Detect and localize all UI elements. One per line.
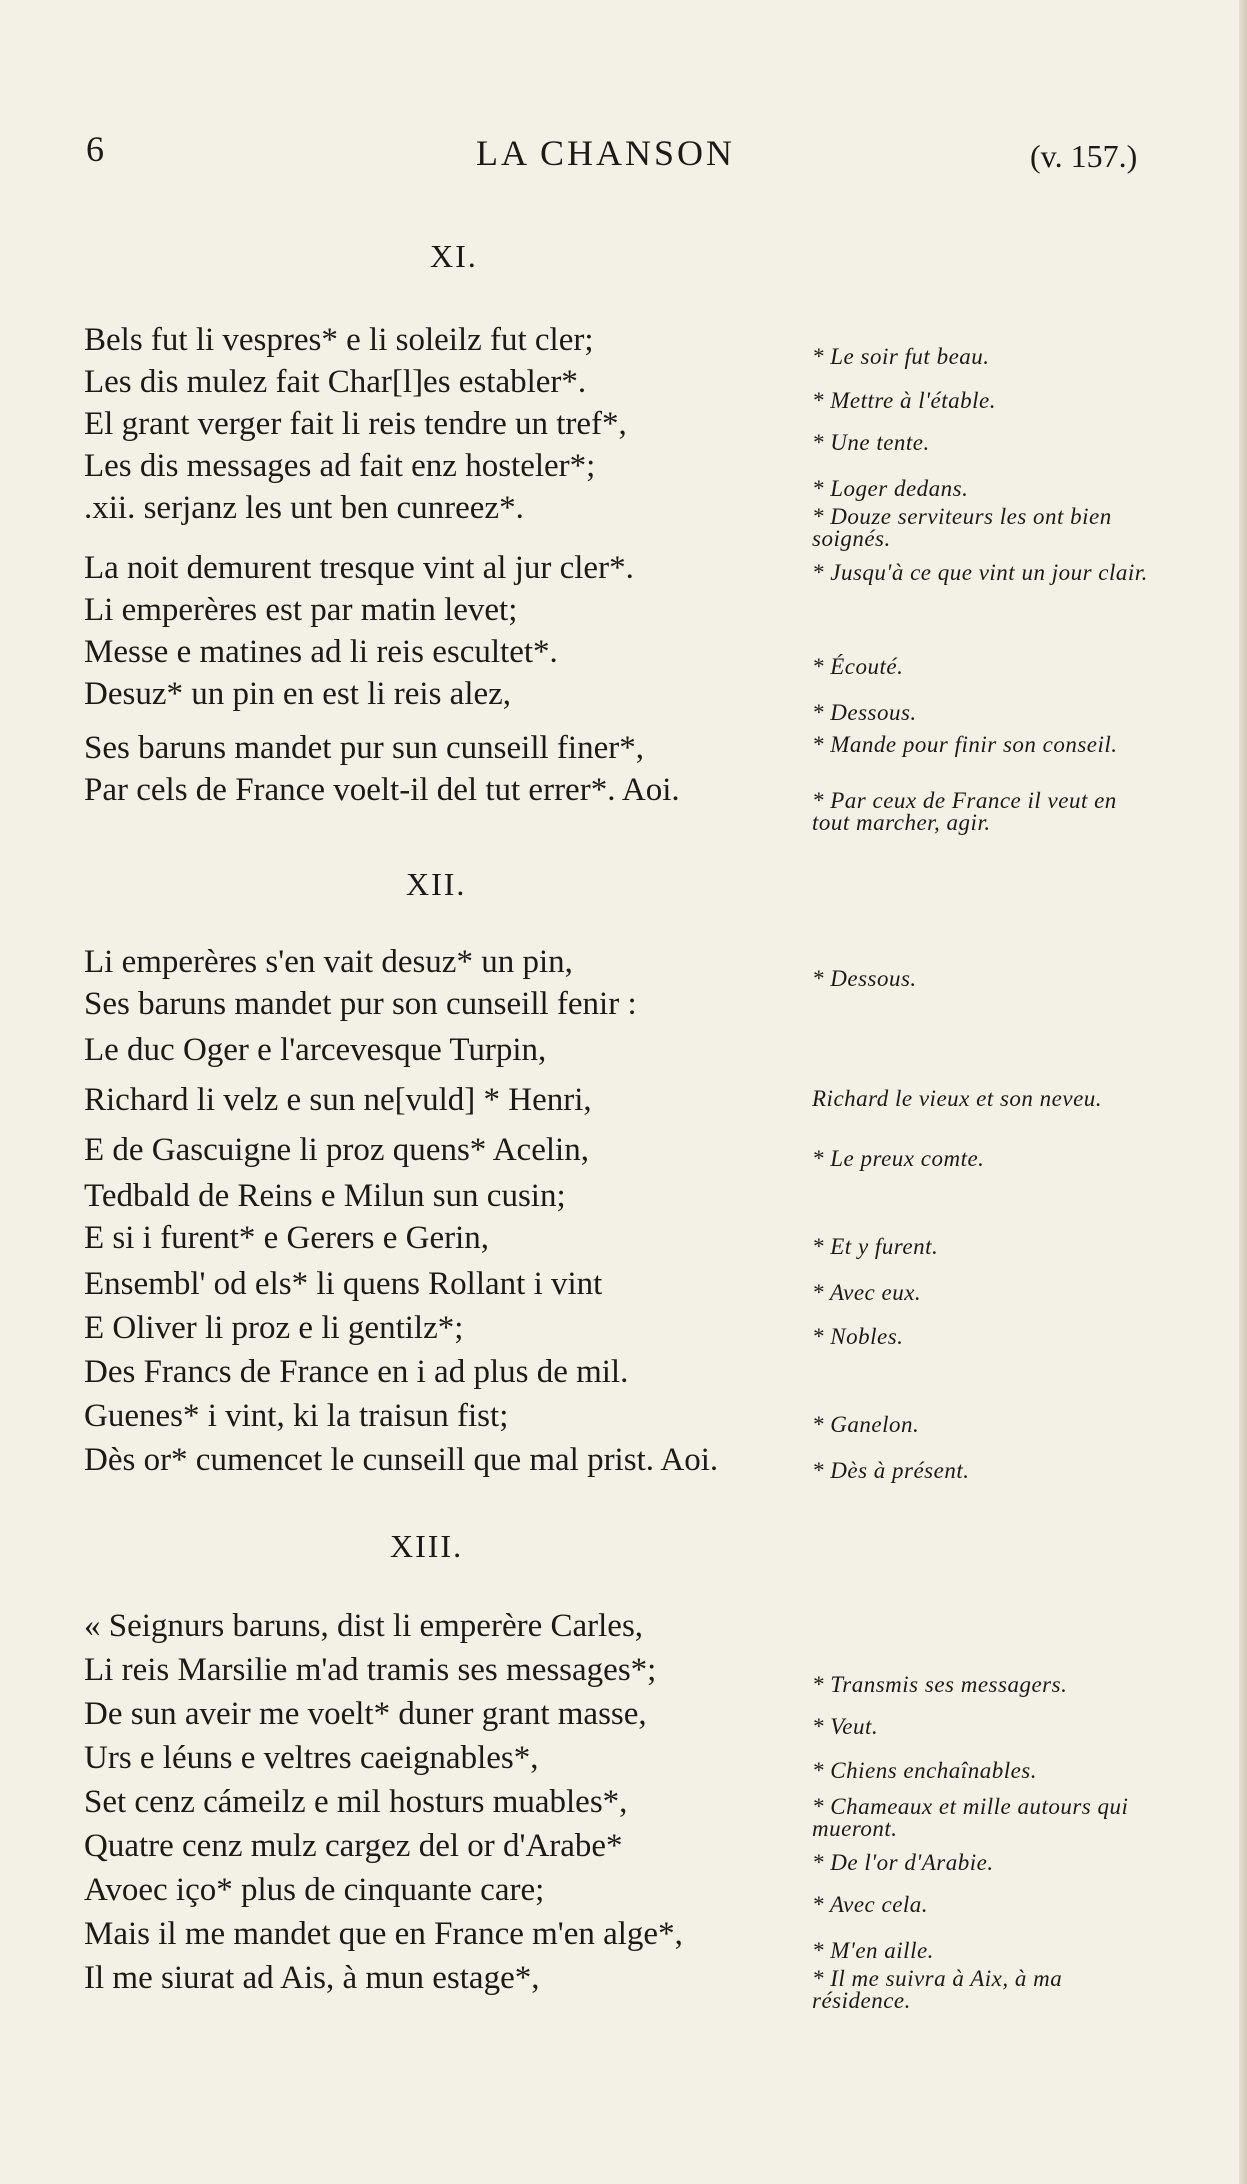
gloss-note: * Mande pour finir son conseil.	[812, 732, 1118, 757]
verse-line: Quatre cenz mulz cargez del or d'Arabe*	[84, 1828, 623, 1864]
gloss-note: * Chameaux et mille autours qui mueront.	[812, 1794, 1129, 1841]
verse-line: Set cenz cámeilz e mil hosturs muables*,	[84, 1784, 628, 1820]
gloss-note: Richard le vieux et son neveu.	[812, 1086, 1103, 1111]
laisse-heading: XIII.	[390, 1528, 464, 1564]
verse-line: Mais il me mandet que en France m'en alge*,	[84, 1916, 683, 1952]
verse-line: Urs e léuns e veltres caeignables*,	[84, 1740, 539, 1776]
verse-line: Les dis mulez fait Char[l]es establer*.	[84, 364, 587, 400]
verse-line: La noit demurent tresque vint al jur cler*.	[84, 550, 634, 586]
verse-line: E si i furent* e Gerers e Gerin,	[84, 1220, 490, 1256]
verse-line: Le duc Oger e l'arcevesque Turpin,	[84, 1032, 547, 1068]
gloss-note: * De l'or d'Arabie.	[812, 1850, 994, 1875]
gloss-note: * Par ceux de France il veut en tout marcher, agir.	[812, 788, 1117, 835]
verse-line: Li reis Marsilie m'ad tramis ses messages*;	[84, 1652, 657, 1688]
gloss-note: * Il me suivra à Aix, à ma résidence.	[812, 1966, 1063, 2013]
verse-line: Bels fut li vespres* e li soleilz fut cler;	[84, 322, 594, 358]
verse-line: E Oliver li proz e li gentilz*;	[84, 1310, 464, 1346]
verse-line: E de Gascuigne li proz quens* Acelin,	[84, 1132, 589, 1168]
verse-line: « Seignurs baruns, dist li emperère Carles,	[84, 1608, 644, 1644]
gloss-note: * Dessous.	[812, 966, 917, 991]
verse-reference: (v. 157.)	[1030, 138, 1138, 174]
gloss-note: * Loger dedans.	[812, 476, 969, 501]
verse-line: De sun aveir me voelt* duner grant masse,	[84, 1696, 647, 1732]
verse-line: Avoec iço* plus de cinquante care;	[84, 1872, 545, 1908]
verse-line: Li emperères est par matin levet;	[84, 592, 518, 628]
gloss-note: * Dessous.	[812, 700, 917, 725]
verse-line: Guenes* i vint, ki la traisun fist;	[84, 1398, 509, 1434]
gloss-note: * Avec eux.	[812, 1280, 922, 1305]
verse-line: Il me siurat ad Ais, à mun estage*,	[84, 1960, 540, 1996]
verse-line: Li emperères s'en vait desuz* un pin,	[84, 944, 573, 980]
gloss-note: * Jusqu'à ce que vint un jour clair.	[812, 560, 1148, 585]
running-title: LA CHANSON	[476, 133, 736, 173]
gloss-note: * Douze serviteurs les ont bien soignés.	[812, 504, 1112, 551]
verse-line: Ses baruns mandet pur son cunseill fenir :	[84, 986, 637, 1022]
gloss-note: * Une tente.	[812, 430, 930, 455]
verse-line: Messe e matines ad li reis escultet*.	[84, 634, 558, 670]
verse-line: Des Francs de France en i ad plus de mil.	[84, 1354, 629, 1390]
gloss-note: * Nobles.	[812, 1324, 904, 1349]
gloss-note: * Veut.	[812, 1714, 879, 1739]
laisse-heading: XI.	[430, 238, 478, 274]
gloss-note: * Mettre à l'étable.	[812, 388, 996, 413]
verse-line: Ses baruns mandet pur sun cunseill finer*,	[84, 730, 644, 766]
verse-line: Ensembl' od els* li quens Rollant i vint	[84, 1266, 603, 1302]
gloss-note: * Ganelon.	[812, 1412, 920, 1437]
gloss-note: * Chiens enchaînables.	[812, 1758, 1037, 1783]
gloss-note: * M'en aille.	[812, 1938, 934, 1963]
gloss-note: * Dès à présent.	[812, 1458, 970, 1483]
page-number: 6	[86, 129, 104, 169]
gloss-note: * Et y furent.	[812, 1234, 939, 1259]
gloss-note: * Le preux comte.	[812, 1146, 985, 1171]
gloss-note: * Écouté.	[812, 654, 904, 679]
page-edge	[1239, 0, 1247, 2184]
gloss-note: * Le soir fut beau.	[812, 344, 990, 369]
verse-line: El grant verger fait li reis tendre un tref*,	[84, 406, 627, 442]
gloss-note: * Transmis ses messagers.	[812, 1672, 1068, 1697]
page-header	[0, 128, 1247, 188]
verse-line: .xii. serjanz les unt ben cunreez*.	[84, 490, 524, 526]
verse-line: Par cels de France voelt-il del tut errer*. Aoi.	[84, 772, 680, 808]
verse-line: Tedbald de Reins e Milun sun cusin;	[84, 1178, 566, 1214]
laisse-heading: XII.	[406, 866, 467, 902]
verse-line: Richard li velz e sun ne[vuld] * Henri,	[84, 1082, 592, 1118]
gloss-note: * Avec cela.	[812, 1892, 929, 1917]
verse-line: Dès or* cumencet le cunseill que mal prist. Aoi.	[84, 1442, 719, 1478]
verse-line: Les dis messages ad fait enz hosteler*;	[84, 448, 596, 484]
verse-line: Desuz* un pin en est li reis alez,	[84, 676, 512, 712]
